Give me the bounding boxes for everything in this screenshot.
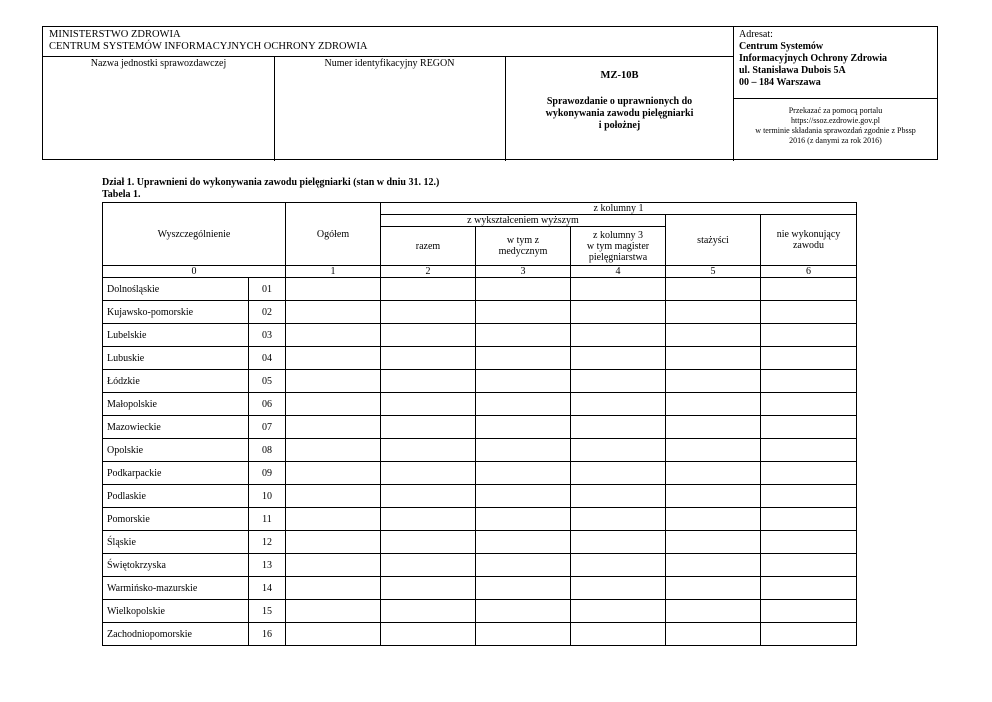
data-cell[interactable]: [761, 554, 857, 577]
data-table: [102, 202, 857, 646]
col-header-total: Ogółem: [286, 203, 381, 266]
table-row: [103, 439, 857, 462]
col-header-master: [571, 227, 666, 266]
data-cell[interactable]: [571, 393, 666, 416]
table-row: [103, 301, 857, 324]
row-code: 14: [249, 577, 286, 600]
region-name: Śląskie: [103, 531, 249, 554]
table-label: Tabela 1.: [102, 189, 141, 200]
region-name: Opolskie: [103, 439, 249, 462]
data-cell[interactable]: [476, 439, 571, 462]
column-index: 2: [381, 266, 476, 278]
table-row: [103, 577, 857, 600]
row-code: 02: [249, 301, 286, 324]
form-title-line: wykonywania zawodu pielęgniarki: [545, 108, 694, 119]
region-name: Kujawsko-pomorskie: [103, 301, 249, 324]
regon-label: Numer identyfikacyjny REGON: [324, 58, 455, 69]
data-cell[interactable]: [666, 301, 761, 324]
data-cell[interactable]: [286, 623, 381, 646]
header-divider: [734, 98, 937, 99]
data-cell[interactable]: [666, 531, 761, 554]
column-index: 1: [286, 266, 381, 278]
region-name: Mazowieckie: [103, 416, 249, 439]
section-title: Dział 1. Uprawnieni do wykonywania zawodu pielęgniarki (stan w dniu 31. 12.): [102, 177, 440, 188]
data-cell[interactable]: [761, 439, 857, 462]
data-cell[interactable]: [381, 324, 476, 347]
data-cell[interactable]: [476, 416, 571, 439]
data-cell[interactable]: [571, 554, 666, 577]
data-cell[interactable]: [476, 370, 571, 393]
column-index: 3: [476, 266, 571, 278]
table-row: [103, 347, 857, 370]
data-cell[interactable]: [571, 600, 666, 623]
row-code: 06: [249, 393, 286, 416]
data-cell[interactable]: [571, 324, 666, 347]
data-cell[interactable]: [286, 462, 381, 485]
addressee-block: [734, 27, 937, 159]
table-row: [103, 623, 857, 646]
header-line: z kolumny 3: [593, 229, 643, 241]
data-cell[interactable]: [381, 301, 476, 324]
data-cell[interactable]: [666, 577, 761, 600]
region-name: Pomorskie: [103, 508, 249, 531]
addressee-name: [739, 41, 939, 89]
note-line: 2016 (z danymi za rok 2016): [789, 136, 882, 145]
data-cell[interactable]: [761, 278, 857, 301]
data-cell[interactable]: [381, 439, 476, 462]
data-cell[interactable]: [381, 370, 476, 393]
data-cell[interactable]: [571, 278, 666, 301]
data-cell[interactable]: [571, 370, 666, 393]
table-row: [103, 416, 857, 439]
row-code: 08: [249, 439, 286, 462]
region-name: Wielkopolskie: [103, 600, 249, 623]
row-code: 12: [249, 531, 286, 554]
region-name: Podkarpackie: [103, 462, 249, 485]
data-cell[interactable]: [381, 278, 476, 301]
addressee-label: Adresat:: [739, 29, 773, 40]
data-cell[interactable]: [761, 577, 857, 600]
data-cell[interactable]: [571, 439, 666, 462]
data-cell[interactable]: [286, 301, 381, 324]
header-divider: [274, 56, 275, 161]
data-cell[interactable]: [571, 577, 666, 600]
data-cell[interactable]: [286, 278, 381, 301]
table-row: [103, 600, 857, 623]
addressee-line: Centrum Systemów: [739, 41, 824, 52]
data-cell[interactable]: [476, 393, 571, 416]
ministry-block: [49, 29, 368, 53]
data-cell[interactable]: [666, 347, 761, 370]
addressee-line: ul. Stanisława Dubois 5A: [739, 65, 846, 76]
data-cell[interactable]: [381, 623, 476, 646]
col-header-razem: razem: [381, 227, 476, 266]
table-row: [103, 278, 857, 301]
header-line: nie wykonujący: [776, 229, 841, 240]
data-cell[interactable]: [286, 393, 381, 416]
data-cell[interactable]: [476, 301, 571, 324]
data-cell[interactable]: [286, 600, 381, 623]
data-cell[interactable]: [666, 462, 761, 485]
row-code: 03: [249, 324, 286, 347]
form-title: [506, 96, 733, 132]
column-index-row: [103, 266, 857, 278]
data-cell[interactable]: [286, 554, 381, 577]
region-name: Lubuskie: [103, 347, 249, 370]
data-cell[interactable]: [476, 485, 571, 508]
row-code: 09: [249, 462, 286, 485]
submission-note: [734, 106, 937, 146]
col-header-not-working: [761, 215, 857, 266]
row-code: 15: [249, 600, 286, 623]
row-code: 16: [249, 623, 286, 646]
data-cell[interactable]: [381, 508, 476, 531]
data-cell[interactable]: [666, 370, 761, 393]
header-line: pielęgniarstwa: [588, 251, 648, 263]
row-code: 07: [249, 416, 286, 439]
data-cell[interactable]: [381, 416, 476, 439]
table-row: [103, 554, 857, 577]
data-cell[interactable]: [666, 623, 761, 646]
form-header: [42, 26, 938, 160]
data-cell[interactable]: [666, 393, 761, 416]
data-cell[interactable]: [286, 416, 381, 439]
region-name: Lubelskie: [103, 324, 249, 347]
data-cell[interactable]: [286, 577, 381, 600]
data-cell[interactable]: [286, 508, 381, 531]
table-row: [103, 462, 857, 485]
addressee-line: Informacyjnych Ochrony Zdrowia: [739, 53, 887, 64]
header-line: zawodu: [792, 240, 825, 251]
row-code: 05: [249, 370, 286, 393]
data-cell[interactable]: [381, 600, 476, 623]
column-index: 5: [666, 266, 761, 278]
data-cell[interactable]: [571, 508, 666, 531]
data-cell[interactable]: [761, 416, 857, 439]
data-cell[interactable]: [761, 508, 857, 531]
data-cell[interactable]: [381, 393, 476, 416]
header-line: medycznym: [498, 246, 548, 257]
section-heading: [102, 177, 439, 201]
table-row: [103, 324, 857, 347]
table-row: [103, 531, 857, 554]
data-cell[interactable]: [761, 462, 857, 485]
form-title-line: Sprawozdanie o uprawnionych do: [546, 96, 693, 107]
center-name: CENTRUM SYSTEMÓW INFORMACYJNYCH OCHRONY ZDROWIA: [49, 41, 368, 52]
data-cell[interactable]: [571, 347, 666, 370]
data-cell[interactable]: [476, 531, 571, 554]
data-cell[interactable]: [476, 508, 571, 531]
col-header-interns: stażyści: [666, 215, 761, 266]
data-cell[interactable]: [761, 301, 857, 324]
data-cell[interactable]: [571, 623, 666, 646]
col-header-medical: [476, 227, 571, 266]
data-cell[interactable]: [571, 416, 666, 439]
row-code: 01: [249, 278, 286, 301]
row-code: 10: [249, 485, 286, 508]
region-name: Małopolskie: [103, 393, 249, 416]
data-cell[interactable]: [571, 301, 666, 324]
row-code: 13: [249, 554, 286, 577]
data-cell[interactable]: [286, 370, 381, 393]
data-cell[interactable]: [286, 347, 381, 370]
data-cell[interactable]: [286, 531, 381, 554]
data-cell[interactable]: [666, 485, 761, 508]
region-name: Podlaskie: [103, 485, 249, 508]
row-code: 04: [249, 347, 286, 370]
data-cell[interactable]: [666, 324, 761, 347]
data-cell[interactable]: [666, 600, 761, 623]
data-cell[interactable]: [286, 439, 381, 462]
table-row: [103, 370, 857, 393]
portal-link[interactable]: https://ssoz.ezdrowie.gov.pl: [790, 116, 881, 125]
form-title-line: i położnej: [598, 120, 641, 131]
unit-name-label: Nazwa jednostki sprawozdawczej: [90, 58, 227, 69]
col-header-higher-edu: z wykształceniem wyższym: [381, 215, 666, 227]
col-header-detail: Wyszczególnienie: [103, 203, 286, 266]
data-cell[interactable]: [381, 347, 476, 370]
data-cell[interactable]: [476, 347, 571, 370]
note-line: Przekazać za pomocą portalu: [788, 106, 883, 115]
data-cell[interactable]: [666, 278, 761, 301]
data-cell[interactable]: [761, 531, 857, 554]
data-cell[interactable]: [476, 278, 571, 301]
data-cell[interactable]: [476, 577, 571, 600]
region-name: Świętokrzyska: [103, 554, 249, 577]
data-cell[interactable]: [761, 623, 857, 646]
data-cell[interactable]: [666, 416, 761, 439]
table-body: [103, 278, 857, 646]
header-left: [43, 27, 733, 159]
data-cell[interactable]: [571, 531, 666, 554]
note-line: w terminie składania sprawozdań zgodnie z Pbssp: [755, 126, 916, 135]
col-header-from-col1: z kolumny 1: [381, 203, 857, 215]
data-cell[interactable]: [476, 462, 571, 485]
data-cell[interactable]: [666, 508, 761, 531]
table-row: [103, 508, 857, 531]
data-cell[interactable]: [286, 485, 381, 508]
region-name: Dolnośląskie: [103, 278, 249, 301]
data-cell[interactable]: [761, 600, 857, 623]
data-cell[interactable]: [571, 485, 666, 508]
data-cell[interactable]: [761, 370, 857, 393]
data-cell[interactable]: [666, 554, 761, 577]
table-row: [103, 393, 857, 416]
data-cell[interactable]: [476, 554, 571, 577]
column-index: 0: [103, 266, 286, 278]
data-cell[interactable]: [476, 324, 571, 347]
data-cell[interactable]: [761, 393, 857, 416]
column-index: 6: [761, 266, 857, 278]
data-cell[interactable]: [761, 485, 857, 508]
data-cell[interactable]: [381, 462, 476, 485]
header-line: w tym z: [506, 235, 540, 246]
ministry-name: MINISTERSTWO ZDROWIA: [49, 29, 181, 40]
data-cell[interactable]: [286, 324, 381, 347]
region-name: Łódzkie: [103, 370, 249, 393]
region-name: Zachodniopomorskie: [103, 623, 249, 646]
data-cell[interactable]: [761, 324, 857, 347]
row-code: 11: [249, 508, 286, 531]
data-cell[interactable]: [761, 347, 857, 370]
column-index: 4: [571, 266, 666, 278]
data-cell[interactable]: [666, 439, 761, 462]
data-cell[interactable]: [381, 531, 476, 554]
region-name: Warmińsko-mazurskie: [103, 577, 249, 600]
form-code: MZ-10B: [600, 70, 639, 81]
data-cell[interactable]: [571, 462, 666, 485]
data-cell[interactable]: [476, 600, 571, 623]
data-cell[interactable]: [381, 485, 476, 508]
data-cell[interactable]: [381, 554, 476, 577]
form-code-block: [506, 56, 733, 160]
data-cell[interactable]: [381, 577, 476, 600]
addressee-line: 00 – 184 Warszawa: [739, 77, 821, 88]
data-cell[interactable]: [476, 623, 571, 646]
table-row: [103, 485, 857, 508]
header-line: w tym magister: [586, 240, 650, 252]
